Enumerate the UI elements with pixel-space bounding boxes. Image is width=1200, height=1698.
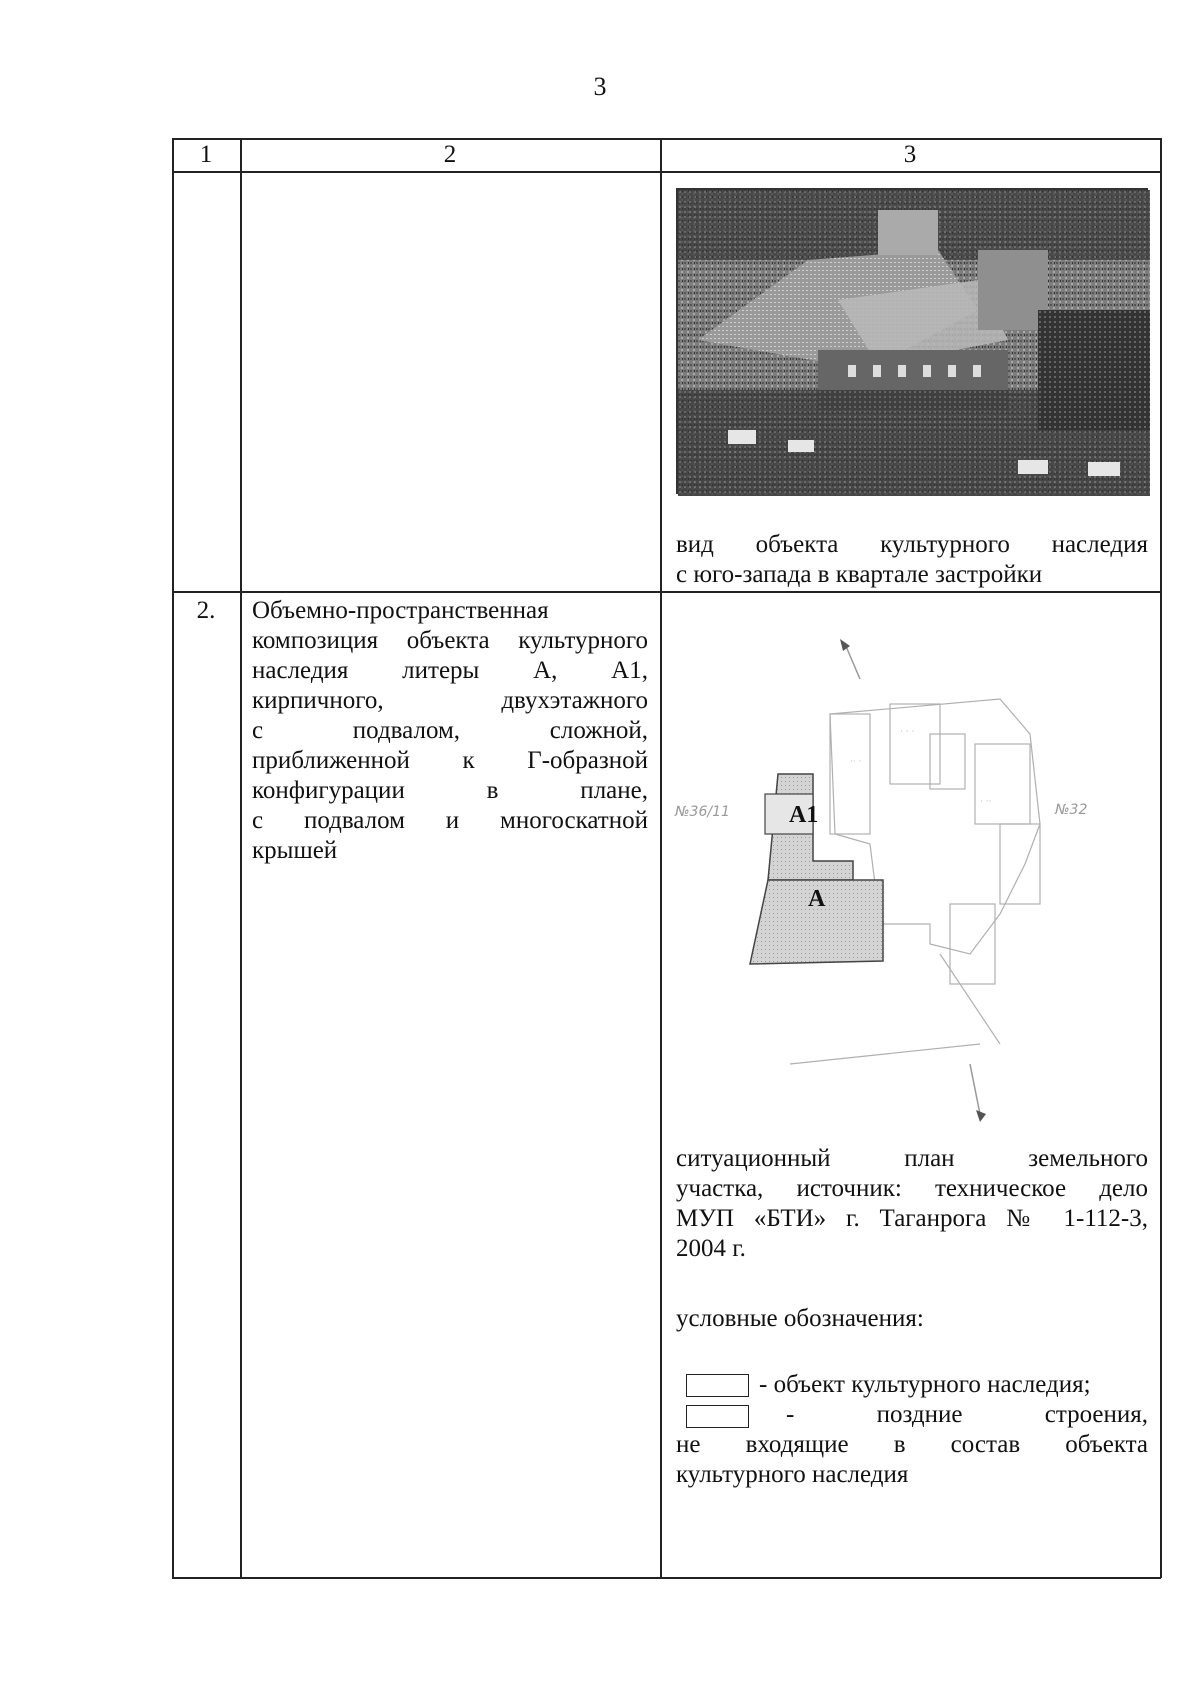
- situational-plan: [675, 624, 1140, 1124]
- row-number: 2.: [196, 597, 216, 624]
- situational-plan-drawing: [675, 624, 1140, 1124]
- description-line: кирпичного, двухэтажного: [252, 687, 648, 714]
- legend-swatch-later-buildings: [686, 1405, 749, 1428]
- description-line: с подвалом и многоскатной: [252, 807, 648, 834]
- description-line: крышей: [252, 837, 338, 864]
- plan-caption-line: МУП «БТИ» г. Таганрога № 1-112-3,: [676, 1205, 1148, 1232]
- legend-swatch-heritage: [686, 1374, 749, 1397]
- svg-text:·· ·: ·· ·: [850, 757, 862, 767]
- plan-caption-line: ситуационный план земельного: [676, 1145, 1148, 1172]
- legend-item-later-line-1: - поздние строения,: [786, 1401, 1148, 1428]
- legend-title: условные обозначения:: [676, 1305, 924, 1332]
- header-col-3: 3: [903, 141, 917, 168]
- header-col-1: 1: [199, 141, 213, 168]
- plan-caption-line: участка, источник: техническое дело: [676, 1175, 1148, 1202]
- description-line: конфигурации в плане,: [252, 777, 648, 804]
- aerial-photo: [676, 188, 1148, 494]
- aerial-photo-image: [678, 190, 1150, 496]
- description-line: наследия литеры А, А1,: [252, 657, 648, 684]
- svg-text:· ··: · ··: [980, 797, 992, 807]
- plan-label-left-address: №36/11: [675, 804, 730, 820]
- table-divider-col2: [660, 138, 662, 1578]
- description-line: приближенной к Г-образной: [252, 747, 648, 774]
- plan-label-a1: А1: [789, 802, 819, 828]
- plan-label-right-address: №32: [1055, 802, 1088, 818]
- plan-caption-line: 2004 г.: [676, 1235, 746, 1262]
- legend-item-heritage: - объект культурного наследия;: [759, 1371, 1091, 1398]
- table-border-right: [1160, 138, 1162, 1578]
- table-border-bottom: [172, 1577, 1161, 1579]
- description-line: композиция объекта культурного: [252, 627, 648, 654]
- description-line: Объемно-пространственная: [252, 597, 549, 624]
- row-separator: [172, 591, 1161, 593]
- photo-caption-line-1: вид объекта культурного наследия: [676, 531, 1148, 558]
- svg-text:· · ·: · · ·: [900, 727, 915, 737]
- legend-item-later-line-2: не входящие в состав объекта: [676, 1431, 1148, 1458]
- photo-caption-line-2: с юго-запада в квартале застройки: [676, 561, 1043, 588]
- header-col-2: 2: [443, 141, 457, 168]
- plan-label-a: А: [808, 886, 826, 912]
- page-number: 3: [593, 72, 607, 101]
- table-border-left: [172, 138, 174, 1578]
- legend-item-later-line-3: культурного наследия: [676, 1461, 909, 1488]
- table-divider-col1: [240, 138, 242, 1578]
- description-line: с подвалом, сложной,: [252, 717, 648, 744]
- header-separator: [172, 171, 1161, 173]
